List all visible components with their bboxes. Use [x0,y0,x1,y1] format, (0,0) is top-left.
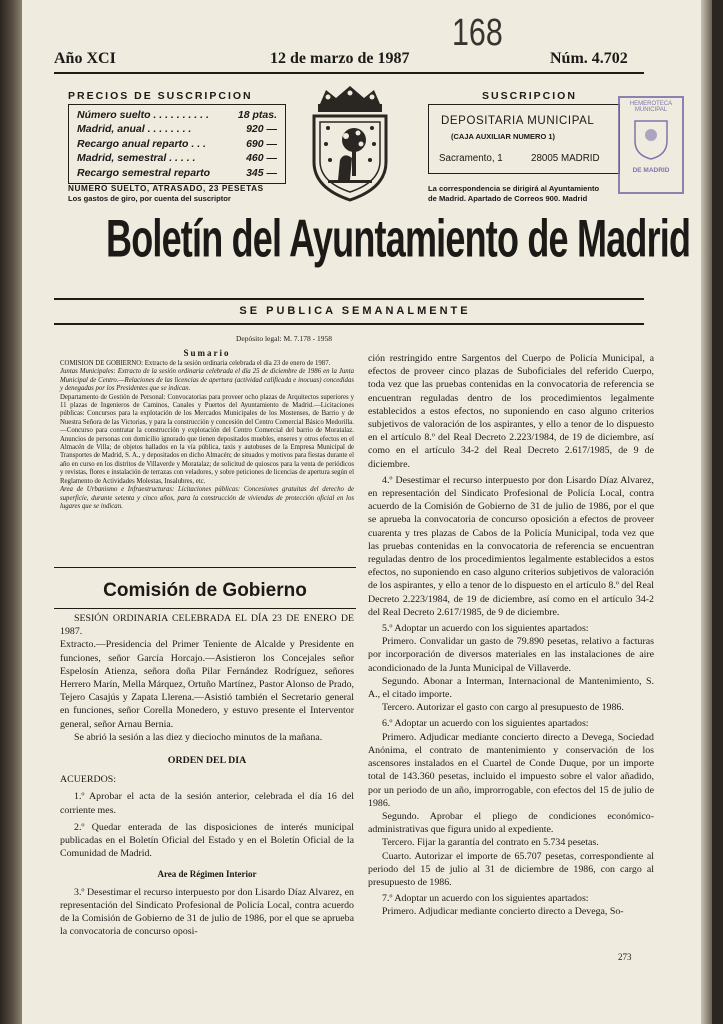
top-rule [54,72,644,74]
subscription-street: Sacramento, 1 [439,153,503,164]
paragraph: 5.º Adoptar un acuerdo con los siguientes apartados: [382,623,589,635]
subscription-office-note: (CAJA AUXILIAR NUMERO 1) [451,132,556,141]
title-rule [54,298,644,300]
price-row: Recargo semestral reparto 345 — [77,166,277,179]
prices-box [68,104,286,184]
prices-note-1: NUMERO SUELTO, ATRASADO, 23 PESETAS [68,184,264,193]
session-opening: Se abrió la sesión a las diez y dieciocho minutos de la mañana. [74,731,323,743]
newspaper-subtitle: SE PUBLICA SEMANALMENTE [239,305,471,317]
price-row: Madrid, semestral . . . . . 460 — [77,152,277,165]
prices-header: PRECIOS DE SUSCRIPCION [68,90,253,102]
price-row: Madrid, anual . . . . . . . . 920 — [77,123,277,136]
prices-note-2: Los gastos de giro, por cuenta del suscriptor [68,194,231,203]
paragraph: Cuarto. Autorizar el importe de 65.707 pesetas, correspondiente al periodo del 15 de julio al 31 de diciembre de 1986, con cargo al presupuesto de 1986. [368,850,654,888]
section-rule-top [54,567,356,568]
subtitle-rule [54,323,644,325]
coat-of-arms-icon [306,84,394,202]
paragraph: ción restringido entre Sargentos del Cuerpo de Policía Municipal, a efectos de proveer cinco plazas de Suboficiales del referido Cuerpo, toda vez que las pruebas contenidas en la convocatoria de referencia se encuentran reguladas dentro de los procedimientos legalmente establecidos a estos efectos, no suponiendo en caso alguno criterios subjetivos de valoración de los aspirantes, y ello a tenor de lo dispuesto en el artículo 8.º del Real Decreto 2.223/1984, de 19 de diciembre, así como en el artículo 34-2 del Real Decreto 2.617/1985, de 9 de diciembre. [368,353,654,470]
book-spine [0,0,22,1024]
handwritten-number: 168 [452,12,503,54]
subscription-box [428,104,620,174]
sumario-item: Area de Urbanismo e Infraestructuras: Licitaciones públicas: Concesiones gratuitas del derecho de superficie, durante setenta y cinco años, para la construcción de viviendas de protección oficial en los lugares que se indican. [60,486,354,510]
paragraph: Tercero. Fijar la garantía del contrato en 5.734 pesetas. [382,837,599,849]
issue-year: Año XCI [54,50,116,67]
legal-deposit: Depósito legal: M. 7.178 - 1958 [236,334,333,343]
right-column [368,352,654,919]
paragraph: 7.º Adoptar un acuerdo con los siguientes apartados: [382,893,589,905]
page-edge [701,0,712,1024]
paragraph: Primero. Convalidar un gasto de 79.890 pesetas, relativo a facturas por incorporación de diversos materiales en las instalaciones de aire acondicionado de la Junta Municipal de Villaverde. [368,636,654,674]
comision-body [60,612,354,938]
paragraph: Primero. Adjudicar mediante concierto directo a Devega, So- [382,906,624,918]
library-stamp: HEMEROTECA MUNICIPAL DE MADRID [618,96,684,194]
sumario [60,348,354,511]
sumario-item: Departamento de Gestión de Personal: Convocatorias para proveer ocho plazas de Arquitectos superiores y 11 plazas de Ingenieros de Caminos, Canales y Puertos del Ayuntamiento de Madrid.—Licitaciones públicas: Concursos para la explotación de los Mercados Municipales de los Mostenses, de Barrio y de Nuestra Señora de las Victorias, y para la construcción y concesión del Centro Comercial Básico Medorilla.—Concurso para contratar la construcción y explotación del Centro Comercial del barrio de Moratalaz. Anuncios de personas con domicilio ignorado que tienen depositados muebles, enseres y otros efectos en el Almacén de Villa; de objetos hallados en la vía pública, taxis y autobuses de la Empresa Municipal de Transportes de Madrid, S. A., y depositados en dicho Almacén; de situados y motivos para fiestas durante el año en curso en los distritos de Villaverde y Moratalaz; de solicitud de quioscos para la venta de periódicos y revistas, flores e instalación de terrazas con veladores, y sobre peticiones de licencias de apertura según el Reglamento de Actividades Molestas, Insalubres, etc. [60,393,354,485]
paragraph: Primero. Adjudicar mediante concierto directo a Devega, Sociedad Anónima, el contrato de mantenimiento y conservación de los ascensores instalados en el Cuartel de Conde Duque, por un importe total de 143.360 pesetas, incluido el impuesto sobre el valor añadido, por un periodo de un año, improrrogable, con efectos del 15 de julio de 1986. [368,731,654,809]
paragraph: 4.º Desestimar el recurso interpuesto por don Lisardo Díaz Alvarez, en representación del Sindicato Profesional de Policía Local, contra acuerdo de la Comisión de Gobierno de 31 de julio de 1986, por el que se aprueba la convocatoria de concurso oposición a efectos de proveer cuarenta y tres plazas de Cabos de la Policía Municipal, toda vez que las pruebas contenidas en la convocatoria de referencia se encuentran reguladas dentro de los procedimientos legalmente establecidos a estos efectos, no suponiendo en caso alguno criterios subjetivos de valoración de los aspirantes, y ello a tenor de lo dispuesto en el artículo 8.º del Real Decreto 2.223/1984, de 19 de diciembre, así como en el artículo 34-2 del Real Decreto 2.617/1985, de 9 de diciembre. [368,474,654,618]
price-row: Recargo anual reparto . . . 690 — [77,137,277,150]
page-number: 273 [618,952,632,962]
acuerdo-2: 2.º Quedar enterada de las disposiciones de interés municipal publicadas en el Boletín Oficial del Estado y en el Boletín Oficial de la Comunidad de Madrid. [60,821,354,860]
subscription-city: 28005 MADRID [531,153,600,164]
newspaper-page [22,0,712,1024]
issue-date: 12 de marzo de 1987 [270,50,410,67]
acuerdo-3: 3.º Desestimar el recurso interpuesto por don Lisardo Díaz Alvarez, en representación del Sindicato Profesional de Policía Local, contra acuerdo de la Comisión de Gobierno de 31 de julio de 1986, por el que se aprueba la convocatoria de concurso oposi- [60,886,354,938]
session-title: SESIÓN ORDINARIA CELEBRADA EL DÍA 23 DE ENERO DE 1987. [60,613,354,638]
paragraph: Tercero. Autorizar el gasto con cargo al presupuesto de 1986. [382,702,624,714]
acuerdos-label: ACUERDOS: [60,774,116,786]
correspondence-2: de Madrid. Apartado de Correos 900. Madrid [428,194,588,203]
session-extract: Extracto.—Presidencia del Primer Teniente de Alcalde y Presidente en funciones, señor García Horcajo.—Asistieron los Concejales señor Espelosín Atienza, señora doña Pilar Fernández Rodríguez, señores Herrero Marín, Mella Márquez, Ortuño Martínez, Pastor Alonso de Prado, Tejero Casajús y Zapata Llerena.—Asistió también el Secretario general en funciones, señor Corella Monedero, y estuvo presente el Interventor general, señor Arnau Bernia. [60,639,354,730]
issue-number: Núm. 4.702 [550,50,628,67]
newspaper-title: Boletín del Ayuntamiento de Madrid [106,208,691,269]
paragraph: 6.º Adoptar un acuerdo con los siguientes apartados: [382,718,589,730]
correspondence-1: La correspondencia se dirigirá al Ayuntamiento [428,184,600,193]
sumario-body [60,360,354,511]
subscription-header: SUSCRIPCION [482,90,577,102]
acuerdo-1: 1.º Aprobar el acta de la sesión anterior, celebrada el día 16 del corriente mes. [60,791,354,816]
section-heading: Comisión de Gobierno [103,580,307,601]
orden-heading: ORDEN DEL DIA [167,755,247,767]
sumario-item: COMISION DE GOBIERNO: Extracto de la sesión ordinaria celebrada el día 23 de enero de 1987. [60,360,331,367]
area-heading: Area de Régimen Interior [157,869,257,880]
sumario-heading: Sumario [183,348,231,358]
subscription-office: DEPOSITARIA MUNICIPAL [441,115,595,127]
paragraph: Segundo. Abonar a Interman, Internacional de Mantenimiento, S. A., el citado importe. [368,675,654,701]
section-rule-bottom [54,608,356,609]
sumario-item: Juntas Municipales: Extracto de la sesión ordinaria celebrada el día 25 de diciembre de 1986 en la Junta Municipal de Centro.—Relaciones de las licencias de apertura (actividad calificada e inocuas) concedidas y denegadas por los Presidentes que se indican. [60,368,354,393]
paragraph: Segundo. Aprobar el pliego de condiciones económico-administrativas que figura unido al expediente. [368,810,654,836]
price-row: Número suelto . . . . . . . . . . 18 ptas. [77,109,277,121]
